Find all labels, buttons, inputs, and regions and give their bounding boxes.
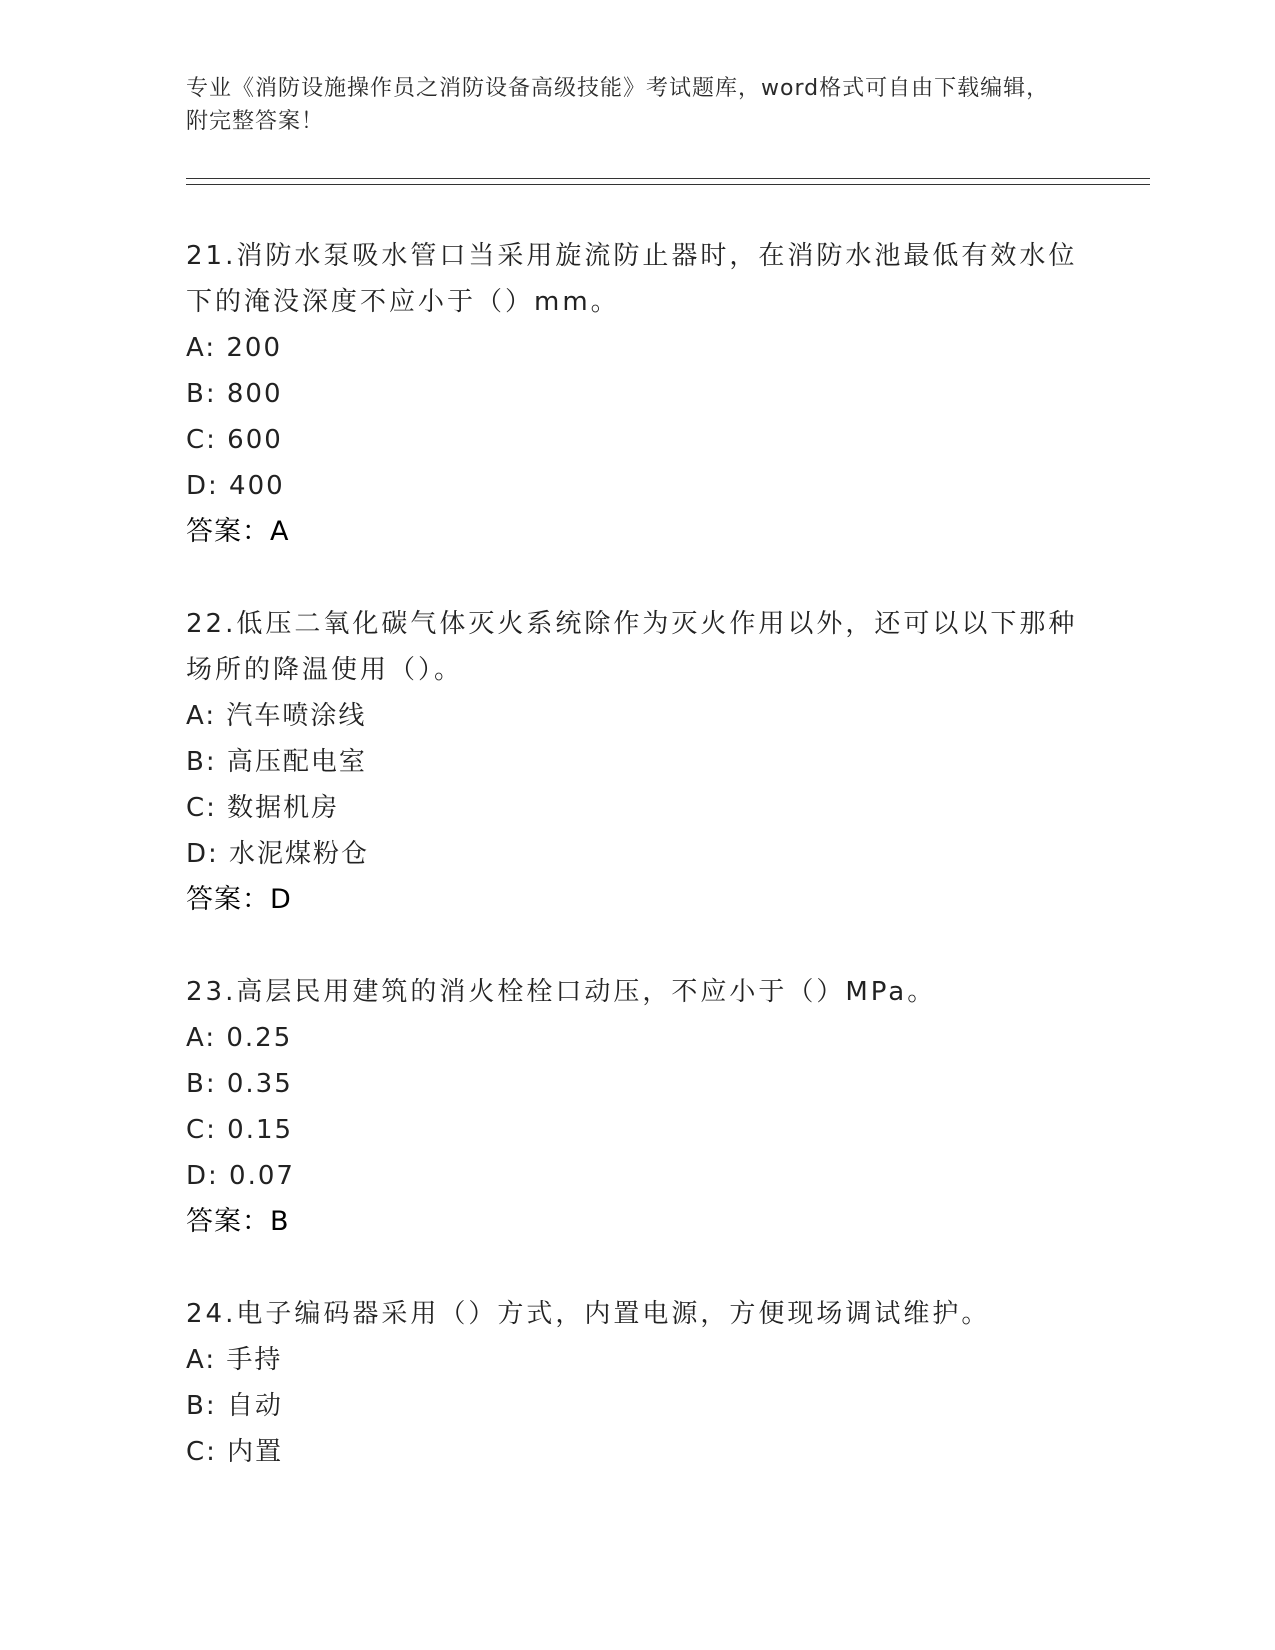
- document-header: 专业《消防设施操作员之消防设备高级技能》考试题库，word格式可自由下载编辑，附完整答案！: [186, 76, 1050, 134]
- answer: 答案：A: [186, 516, 290, 547]
- question-21: [186, 233, 1086, 555]
- option-c: C: 600: [186, 425, 283, 455]
- option-c: C: 0.15: [186, 1115, 294, 1145]
- option-c: C: 内置: [186, 1437, 284, 1467]
- option-d: D: 400: [186, 471, 285, 501]
- option-a: A: 手持: [186, 1345, 283, 1375]
- option-b: B: 高压配电室: [186, 747, 367, 777]
- question-24: [186, 1291, 1086, 1475]
- option-b: B: 0.35: [186, 1069, 293, 1099]
- question-text: 22.低压二氧化碳气体灭火系统除作为灭火作用以外，还可以以下那种场所的降温使用（）。: [186, 609, 1078, 685]
- header-divider-bottom: [186, 184, 1150, 185]
- question-text: 23.高层民用建筑的消火栓栓口动压，不应小于（）MPa。: [186, 977, 937, 1007]
- option-a: A: 200: [186, 333, 282, 363]
- option-d: D: 0.07: [186, 1161, 295, 1191]
- answer: 答案：D: [186, 884, 292, 915]
- question-22: [186, 601, 1086, 923]
- option-a: A: 汽车喷涂线: [186, 701, 367, 731]
- option-b: B: 自动: [186, 1391, 283, 1421]
- question-23: [186, 969, 1086, 1245]
- header-divider-top: [186, 178, 1150, 179]
- answer: 答案：B: [186, 1206, 290, 1237]
- question-text: 21.消防水泵吸水管口当采用旋流防止器时，在消防水池最低有效水位下的淹没深度不应小于（）mm。: [186, 241, 1078, 317]
- option-c: C: 数据机房: [186, 793, 340, 823]
- option-a: A: 0.25: [186, 1023, 293, 1053]
- question-list: [186, 233, 1086, 1475]
- option-b: B: 800: [186, 379, 283, 409]
- option-d: D: 水泥煤粉仓: [186, 839, 370, 869]
- question-text: 24.电子编码器采用（）方式，内置电源，方便现场调试维护。: [186, 1299, 991, 1329]
